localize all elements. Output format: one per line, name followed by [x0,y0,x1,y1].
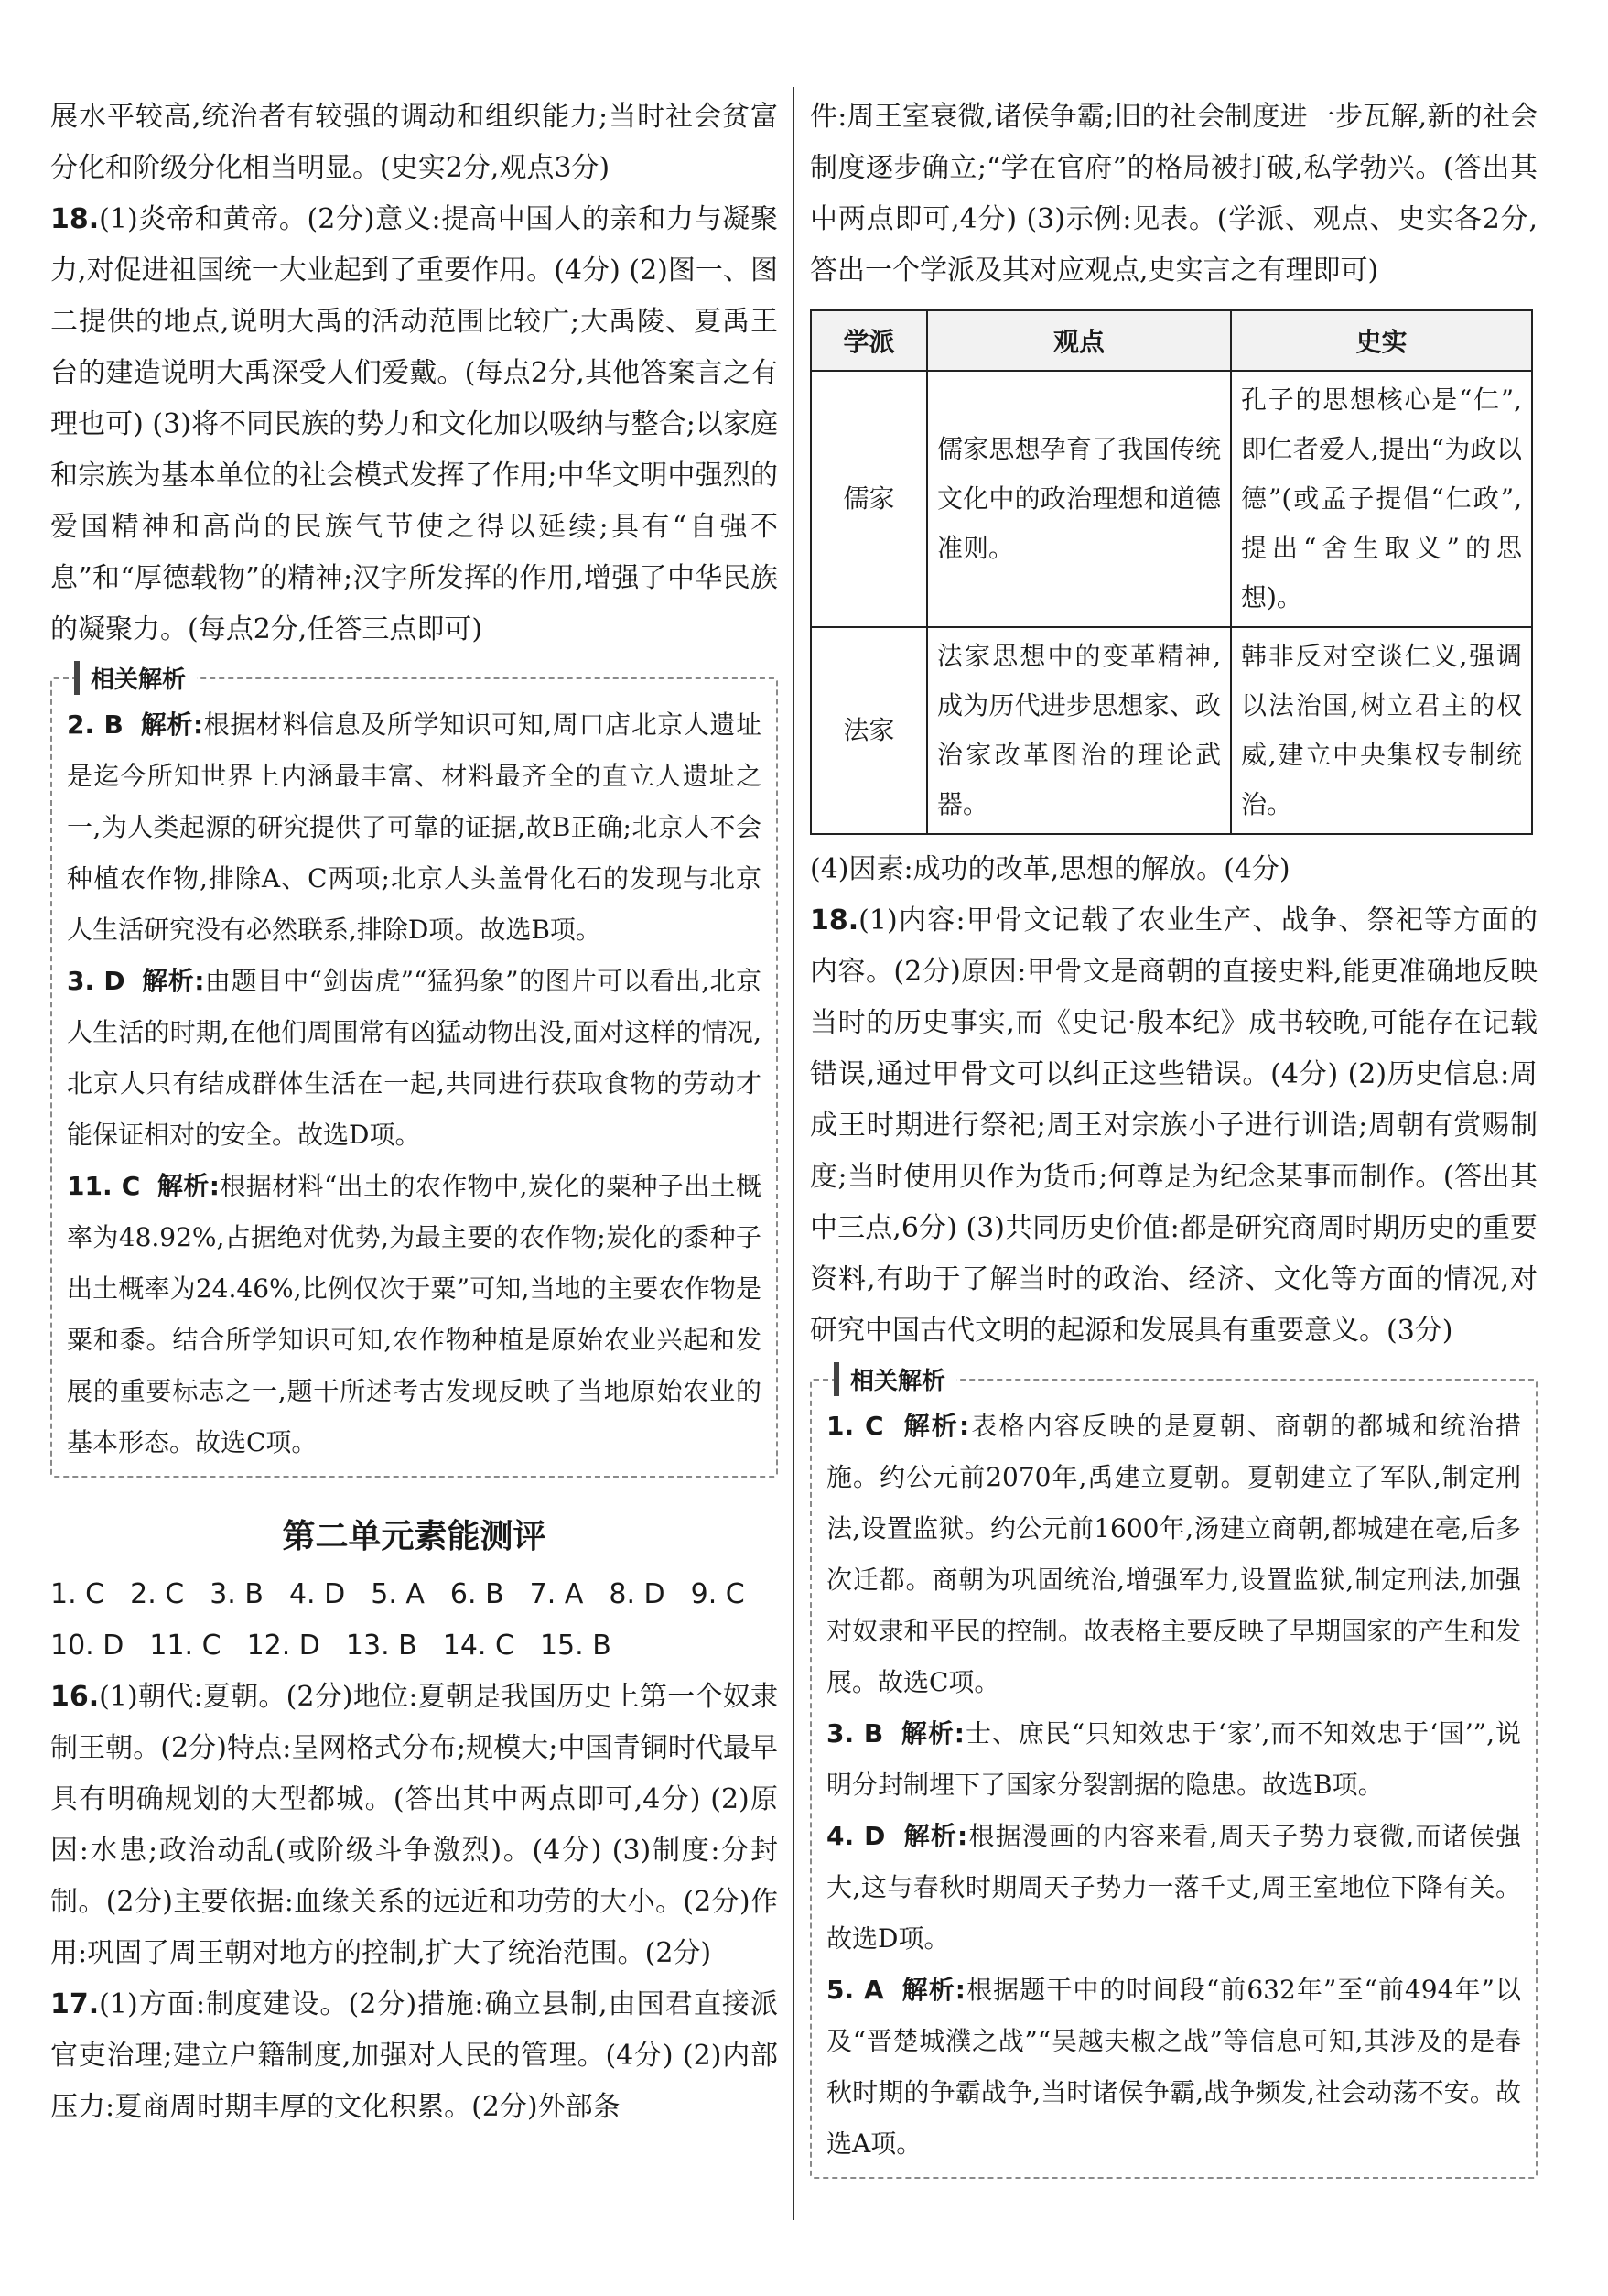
analysis-label: 解析: [142,966,205,996]
left-analysis-item [67,699,761,956]
right-analysis-item [826,1811,1521,1965]
answer-key: 11. C [67,1171,141,1201]
right-q18-text: (1)内容:甲骨文记载了农业生产、战争、祭祀等方面的内容。(2分)原因:甲骨文是商朝的直接史料,能更准确地反映当时的历史事实,而《史记·殷本纪》成书较晚,可能存在记载错误,通过甲骨文可以纠正这些错误。(4分) (2)历史信息:周成王时期进行祭祀;周王对宗族小子进行训诰;周朝有赏赐制度;当时使用贝作为货币;何尊是为纪念某事而制作。(答出其中三点,6分) (3)共同历史价值:都是研究商周时期历史的重要资料,有助于了解当时的政治、经济、文化等方面的情况,对研究中国古代文明的起源和发展具有重要意义。(3分) [810,904,1538,1347]
left-q17 [50,1979,778,2133]
answer-item: 5. A [371,1578,425,1610]
table-row [811,371,1532,627]
answer-item: 8. D [609,1578,665,1610]
right-column [810,92,1538,2179]
table-header-row [811,310,1532,371]
table-cell-view: 儒家思想孕育了我国传统文化中的政治理想和道德准则。 [927,371,1231,627]
analysis-text: 表格内容反映的是夏朝、商朝的都城和统治措施。约公元前2070年,禹建立夏朝。夏朝建立了军队,制定刑法,设置监狱。约公元前1600年,汤建立商朝,都城建在亳,后多次迁都。商朝为巩固统治,增强军力,设置监狱,制定刑法,加强对奴隶和平民的控制。故表格主要反映了早期国家的产生和发展。故选C项。 [826,1411,1521,1697]
answer-item: 10. D [50,1630,124,1662]
answer-key: 5. A [826,1975,884,2005]
column-divider [793,87,794,2220]
right-q18 [810,895,1538,1357]
answer-item: 15. B [539,1630,611,1662]
answer-item: 3. B [210,1578,264,1610]
table-cell-school: 儒家 [811,371,927,627]
left-analysis-item [67,956,761,1161]
right-continuation: 件:周王室衰微,诸侯争霸;旧的社会制度进一步瓦解,新的社会制度逐步确立;“学在官府”的格局被打破,私学勃兴。(答出其中两点即可,4分) (3)示例:见表。(学派、观点、史实各2分,答出一个学派及其对应观点,史实言之有理即可) [810,101,1538,287]
answer-row-2 [50,1620,778,1672]
school-table [810,309,1533,835]
answer-item: 7. A [529,1578,584,1610]
answer-row-1 [50,1569,778,1620]
right-analysis-box [810,1368,1538,2179]
left-q18-number: 18. [50,203,100,235]
answer-key: 3. B [826,1718,884,1749]
analysis-text: 根据题干中的时间段“前632年”至“前494年”以及“晋楚城濮之战”“吴越夫椒之战”等信息可知,其涉及的是春秋时期的争霸战争,当时诸侯争霸,战争频发,社会动荡不安。故选A项。 [826,1975,1521,2159]
left-q17-number: 17. [50,1988,100,2020]
right-analysis-item [826,1401,1521,1708]
left-q16-number: 16. [50,1681,100,1713]
table-cell-fact: 韩非反对空谈仁义,强调以法治国,树立君主的权威,建立中央集权专制统治。 [1231,627,1532,834]
left-analysis-item [67,1161,761,1468]
analysis-text: 由题目中“剑齿虎”“猛犸象”的图片可以看出,北京人生活的时期,在他们周围常有凶猛动物出没,面对这样的情况,北京人只有结成群体生活在一起,共同进行获取食物的劳动才能保证相对的安全。故选D项。 [67,966,762,1150]
table-cell-view: 法家思想中的变革精神,成为历代进步思想家、政治家改革图治的理论武器。 [927,627,1231,834]
answer-item: 12. D [246,1630,320,1662]
left-analysis-box [50,666,778,1478]
table-header: 观点 [927,310,1231,371]
right-analysis-label: 相关解析 [834,1362,956,1396]
analysis-label: 解析: [903,1821,968,1851]
answer-item: 4. D [288,1578,346,1610]
left-q18 [50,194,778,655]
table-header: 学派 [811,310,927,371]
left-q16-text: (1)朝代:夏朝。(2分)地位:夏朝是我国历史上第一个奴隶制王朝。(2分)特点:呈网格式分布;规模大;中国青铜时代最早具有明确规划的大型都城。(答出其中两点即可,4分) (2)原因:水患;政治动乱(或阶级斗争激烈)。(4分) (3)制度:分封制。(2分)主要依据:血缘关系的远近和功劳的大小。(2分)作用:巩固了周王朝对地方的控制,扩大了统治范围。(2分) [50,1681,778,1969]
left-q16 [50,1672,778,1979]
right-q18-number: 18. [810,904,859,937]
analysis-label: 解析: [140,709,204,740]
analysis-label: 解析: [903,1411,970,1441]
analysis-text: 士、庶民“只知效忠于‘家’,而不知效忠于‘国’”,说明分封制埋下了国家分裂割据的隐患。故选B项。 [826,1718,1521,1800]
answer-item: 13. B [345,1630,417,1662]
analysis-label: 解析: [901,1718,965,1749]
answer-key: 3. D [67,966,125,996]
analysis-label: 解析: [901,1975,966,2005]
answer-item: 14. C [442,1630,514,1662]
left-column [50,92,778,2133]
section-title: 第二单元素能测评 [282,1518,546,1555]
answer-item: 1. C [50,1578,105,1610]
left-q17-text: (1)方面:制度建设。(2分)措施:确立县制,由国君直接派官吏治理;建立户籍制度,加强对人民的管理。(4分) (2)内部压力:夏商周时期丰厚的文化积累。(2分)外部条 [50,1988,778,2123]
analysis-text: 根据材料“出土的农作物中,炭化的粟种子出土概率为48.92%,占据绝对优势,为最主要的农作物;炭化的黍种子出土概率为24.46%,比例仅次于粟”可知,当地的主要农作物是粟和黍。结合所学知识可知,农作物种植是原始农业兴起和发展的重要标志之一,题干所述考古发现反映了当地原始农业的基本形态。故选C项。 [67,1171,762,1457]
right-analysis-item [826,1708,1521,1811]
answer-item: 9. C [690,1578,745,1610]
analysis-text: 根据漫画的内容来看,周天子势力衰微,而诸侯强大,这与春秋时期周天子势力一落千丈,周王室地位下降有关。故选D项。 [826,1821,1521,1954]
table-cell-fact: 孔子的思想核心是“仁”,即仁者爱人,提出“为政以德”(或孟子提倡“仁政”,提出“舍生取义”的思想)。 [1231,371,1532,627]
left-continuation: 展水平较高,统治者有较强的调动和组织能力;当时社会贫富分化和阶级分化相当明显。(史实2分,观点3分) [50,101,778,184]
right-analysis-item [826,1965,1521,2170]
right-p4: (4)因素:成功的改革,思想的解放。(4分) [810,853,1290,885]
table-row [811,627,1532,834]
analysis-label: 解析: [156,1171,220,1201]
table-cell-school: 法家 [811,627,927,834]
analysis-text: 根据材料信息及所学知识可知,周口店北京人遗址是迄今所知世界上内涵最丰富、材料最齐全的直立人遗址之一,为人类起源的研究提供了可靠的证据,故B正确;北京人不会种植农作物,排除A、C两项;北京人头盖骨化石的发现与北京人生活研究没有必然联系,排除D项。故选B项。 [67,709,761,945]
answer-key: 2. B [67,709,124,740]
table-header: 史实 [1231,310,1532,371]
answer-key: 4. D [826,1821,886,1851]
answer-key: 1. C [826,1411,884,1441]
left-analysis-label: 相关解析 [74,661,197,695]
answer-item: 2. C [130,1578,185,1610]
left-q18-text: (1)炎帝和黄帝。(2分)意义:提高中国人的亲和力与凝聚力,对促进祖国统一大业起到了重要作用。(4分) (2)图一、图二提供的地点,说明大禹的活动范围比较广;大禹陵、夏禹王台的建造说明大禹深受人们爱戴。(每点2分,其他答案言之有理也可) (3)将不同民族的势力和文化加以吸纳与整合;以家庭和宗族为基本单位的社会模式发挥了作用;中华文明中强烈的爱国精神和高尚的民族气节使之得以延续;具有“自强不息”和“厚德载物”的精神;汉字所发挥的作用,增强了中华民族的凝聚力。(每点2分,任答三点即可) [50,203,778,645]
answer-item: 11. C [149,1630,221,1662]
answer-item: 6. B [449,1578,504,1610]
